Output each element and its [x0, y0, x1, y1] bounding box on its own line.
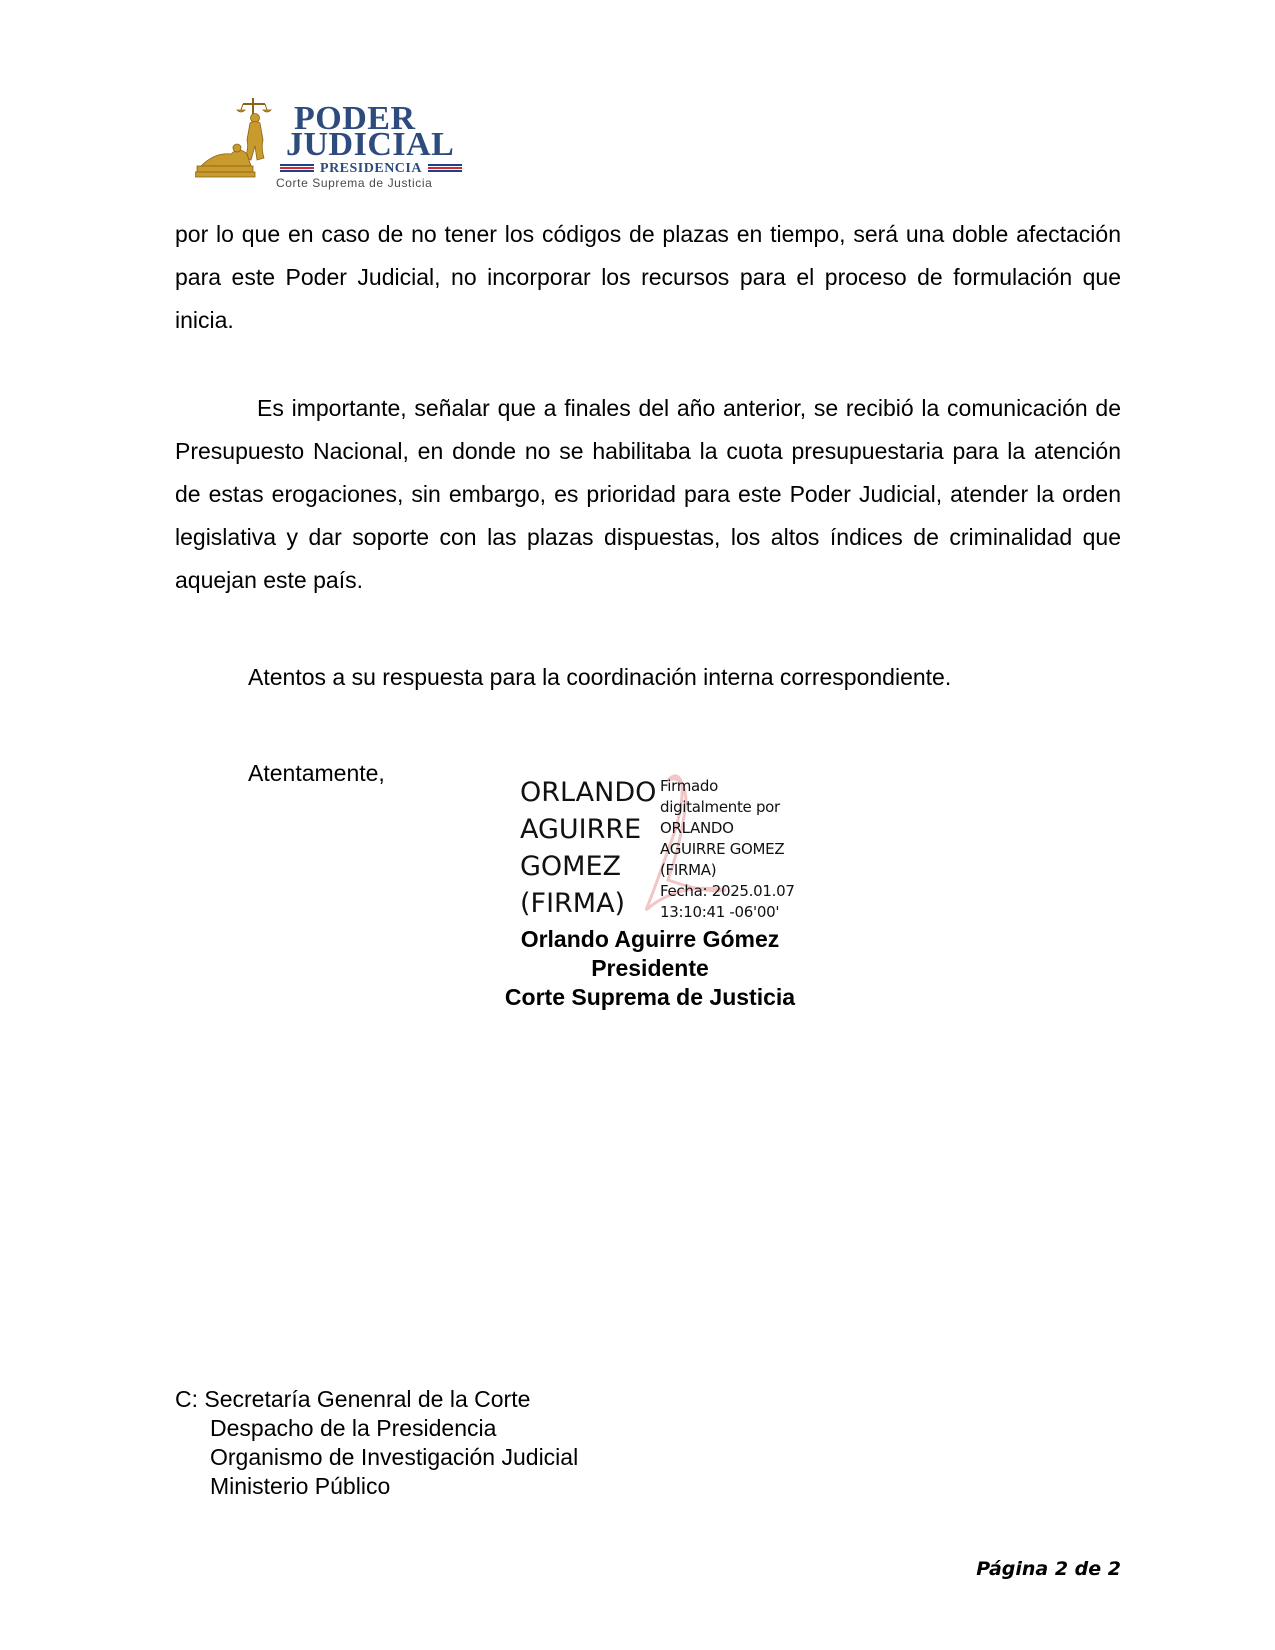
digital-signature	[520, 770, 820, 930]
logo-poder-text: PODER	[294, 100, 416, 137]
signature-meta-line: Fecha: 2025.01.07	[660, 882, 795, 900]
paragraph-3: Atentos a su respuesta para la coordinación interna correspondiente.	[248, 664, 952, 690]
signer-institution: Corte Suprema de Justicia	[504, 984, 796, 1010]
logo-presidencia-row	[280, 162, 462, 176]
logo-corte-text: Corte Suprema de Justicia	[276, 176, 433, 190]
signature-meta-line: digitalmente por	[660, 798, 780, 816]
copy-recipient: Despacho de la Presidencia	[210, 1415, 497, 1441]
logo-presidencia-text: PRESIDENCIA	[320, 161, 422, 176]
copies-list	[175, 1385, 578, 1501]
signature-meta-line: 13:10:41 -06'00'	[660, 903, 780, 921]
poder-judicial-logo	[195, 96, 465, 196]
signature-metadata	[660, 776, 795, 923]
closing-salutation: Atentamente,	[248, 760, 385, 786]
signature-meta-line: Firmado	[660, 777, 719, 795]
signature-name	[520, 774, 656, 922]
paragraph-1: por lo que en caso de no tener los códigos de plazas en tiempo, será una doble afectación para este Poder Judicial, no incorporar los recursos para el proceso de formulación que inicia.	[175, 221, 1121, 333]
signature-name-line: ORLANDO	[520, 777, 657, 808]
copy-recipient: C: Secretaría Genenral de la Corte	[175, 1386, 531, 1412]
signature-meta-line: ORLANDO	[660, 819, 734, 837]
flag-stripes-right	[428, 164, 462, 174]
signer-title: Presidente	[591, 955, 709, 981]
signature-name-line: GOMEZ	[520, 851, 622, 882]
signature-name-line: AGUIRRE	[520, 814, 642, 845]
flag-stripes-left	[280, 164, 314, 174]
copy-recipient: Organismo de Investigación Judicial	[210, 1444, 579, 1470]
signature-meta-line: (FIRMA)	[660, 861, 717, 879]
logo-judicial-text: JUDICIAL	[286, 126, 455, 163]
signature-name-line: (FIRMA)	[520, 888, 626, 919]
signer-name: Orlando Aguirre Gómez	[520, 926, 780, 952]
copy-recipient: Ministerio Público	[210, 1473, 391, 1499]
page-number: Página 2 de 2	[976, 1558, 1121, 1580]
paragraph-2: Es importante, señalar que a finales del año anterior, se recibió la comunicación de Presupuesto Nacional, en donde no se habilitaba la cuota presupuestaria para la atención de estas erogaciones, sin embargo, es prioridad para este Poder Judicial, atender la orden legislativa y dar soporte con las plazas dispuestas, los altos índices de criminalidad que aquejan este país.	[175, 395, 1121, 593]
signature-meta-line: AGUIRRE GOMEZ	[660, 840, 785, 858]
justice-statue-icon	[195, 96, 287, 180]
